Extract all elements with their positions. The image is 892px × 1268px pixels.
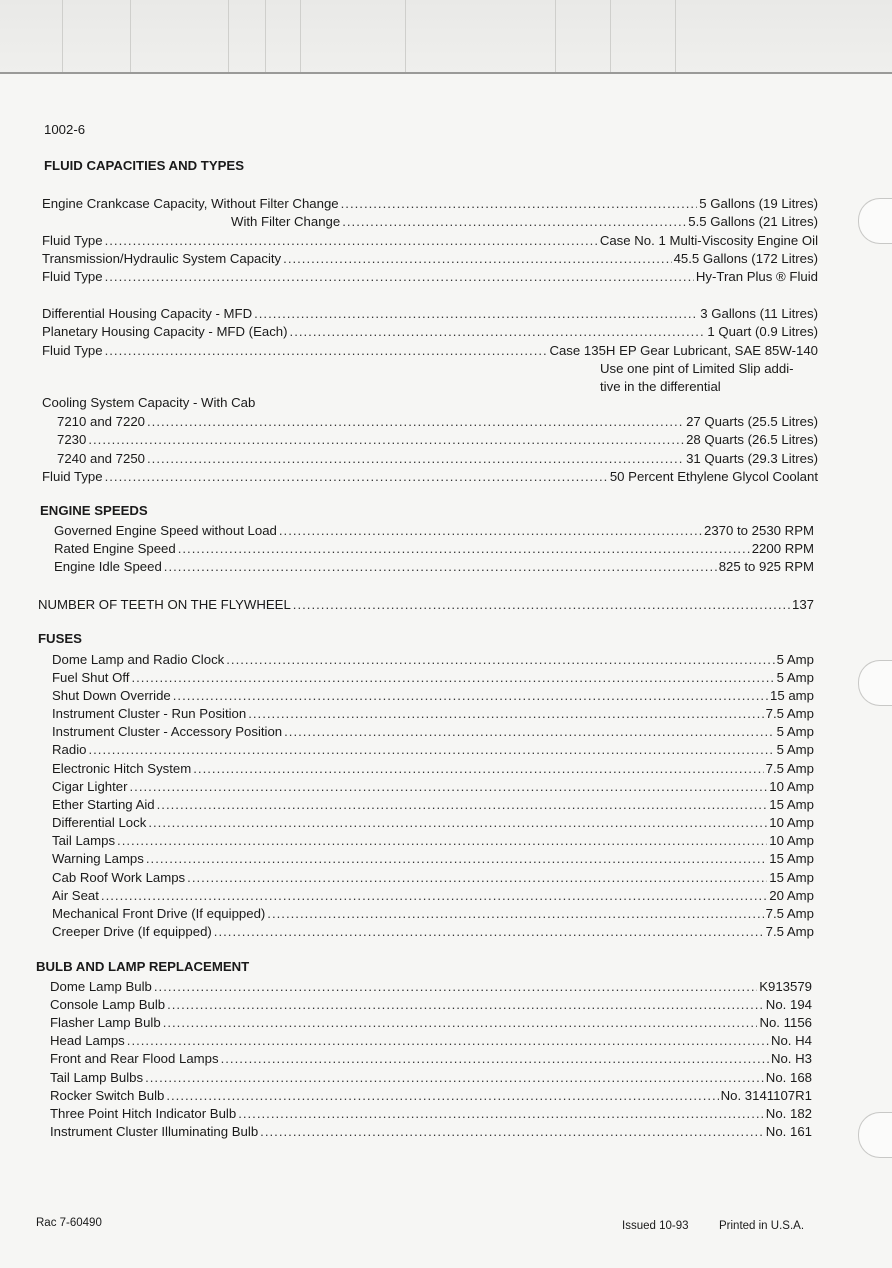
bulb-row: Dome Lamp Bulb ..... K913579 (50, 978, 812, 996)
bulb-row: Flasher Lamp Bulb ..... No. 1156 (50, 1014, 812, 1032)
fuse-row: Instrument Cluster - Accessory Position ..... 5 Amp (52, 723, 814, 741)
bulb-row: Rocker Switch Bulb ..... No. 3141107R1 (50, 1087, 812, 1105)
spec-row: Engine Idle Speed ..... 825 to 925 RPM (54, 558, 814, 576)
fuse-row: Shut Down Override ..... 15 amp (52, 687, 814, 705)
fuse-row: Tail Lamps ..... 10 Amp (52, 832, 814, 850)
fuse-row: Dome Lamp and Radio Clock ..... 5 Amp (52, 651, 814, 669)
fuse-row: Ether Starting Aid ..... 15 Amp (52, 796, 814, 814)
spec-row: Fluid Type ..... Case 135H EP Gear Lubricant, SAE 85W-140 (42, 342, 818, 360)
bulb-row: Instrument Cluster Illuminating Bulb ..... No. 161 (50, 1123, 812, 1141)
engine-speeds-heading: ENGINE SPEEDS (40, 503, 148, 518)
document-code: Rac 7-60490 (36, 1217, 102, 1229)
spec-row: Engine Crankcase Capacity, Without Filter Change ..... 5 Gallons (19 Litres) (42, 195, 818, 213)
fuse-row: Mechanical Front Drive (If equipped) ..... 7.5 Amp (52, 905, 814, 923)
issued-date: Issued 10-93 (622, 1220, 689, 1232)
bulb-replacement-heading: BULB AND LAMP REPLACEMENT (36, 959, 250, 974)
spec-row: Planetary Housing Capacity - MFD (Each) ..... 1 Quart (0.9 Litres) (42, 323, 818, 341)
spec-row: Transmission/Hydraulic System Capacity ..... 45.5 Gallons (172 Litres) (42, 250, 818, 268)
bulb-row: Front and Rear Flood Lamps ..... No. H3 (50, 1050, 812, 1068)
spec-row: 7230 ..... 28 Quarts (26.5 Litres) (57, 431, 818, 449)
fuse-row: Radio ..... 5 Amp (52, 741, 814, 759)
bulb-row: Three Point Hitch Indicator Bulb ..... No. 182 (50, 1105, 812, 1123)
spec-row: With Filter Change ..... 5.5 Gallons (21 Litres) (231, 213, 818, 231)
fuse-row: Instrument Cluster - Run Position ..... 7.5 Amp (52, 705, 814, 723)
spec-row: Fluid Type ..... Hy-Tran Plus ® Fluid (42, 268, 818, 286)
fuse-row: Fuel Shut Off ..... 5 Amp (52, 669, 814, 687)
spec-row: Rated Engine Speed ..... 2200 RPM (54, 540, 814, 558)
printed-in: Printed in U.S.A. (719, 1220, 805, 1232)
fuse-row: Differential Lock ..... 10 Amp (52, 814, 814, 832)
spec-row: 7240 and 7250 ..... 31 Quarts (29.3 Litres) (57, 450, 818, 468)
spec-row: Fluid Type ..... Case No. 1 Multi-Viscosity Engine Oil (42, 232, 818, 250)
fuse-row: Cab Roof Work Lamps ..... 15 Amp (52, 869, 814, 887)
cooling-system-label: Cooling System Capacity - With Cab (42, 395, 256, 410)
bulb-row: Tail Lamp Bulbs ..... No. 168 (50, 1069, 812, 1087)
fuse-row: Electronic Hitch System ..... 7.5 Amp (52, 760, 814, 778)
page-number: 1002-6 (44, 122, 86, 137)
spec-row: Differential Housing Capacity - MFD ..... 3 Gallons (11 Litres) (42, 305, 818, 323)
limited-slip-note: Use one pint of Limited Slip addi- tive in the differential (600, 361, 794, 394)
fuses-heading: FUSES (38, 631, 82, 646)
fuse-row: Warning Lamps ..... 15 Amp (52, 850, 814, 868)
bulb-row: Console Lamp Bulb ..... No. 194 (50, 996, 812, 1014)
scan-top-strip (0, 0, 892, 74)
bulb-row: Head Lamps ..... No. H4 (50, 1032, 812, 1050)
spec-row: 7210 and 7220 ..... 27 Quarts (25.5 Litres) (57, 413, 818, 431)
flywheel-row: NUMBER OF TEETH ON THE FLYWHEEL ..... 137 (38, 596, 814, 614)
spec-row: Governed Engine Speed without Load ..... 2370 to 2530 RPM (54, 522, 814, 540)
spec-row: Fluid Type ..... 50 Percent Ethylene Glycol Coolant (42, 468, 818, 486)
fuse-row: Creeper Drive (If equipped) ..... 7.5 Amp (52, 923, 814, 941)
fluid-capacities-heading: FLUID CAPACITIES AND TYPES (44, 158, 245, 173)
fuse-row: Cigar Lighter ..... 10 Amp (52, 778, 814, 796)
fuse-row: Air Seat ..... 20 Amp (52, 887, 814, 905)
